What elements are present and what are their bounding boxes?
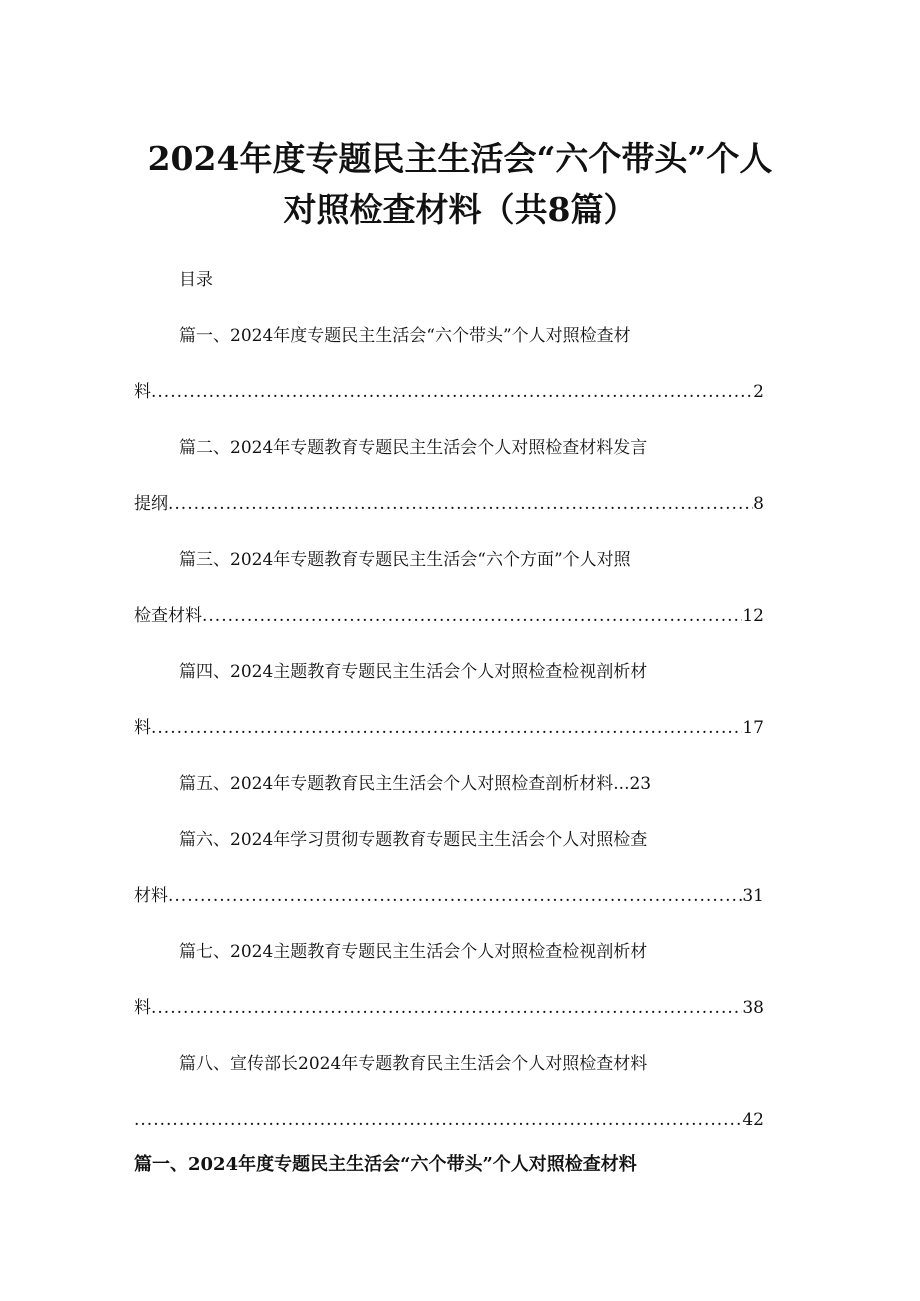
toc-entry-2-page: 8 [753,494,764,514]
toc-dot-leader [168,490,753,518]
toc-entry-4-page: 17 [742,718,764,738]
toc-entry-3-title[interactable]: 篇三、2024年专题教育专题民主生活会“六个方面”个人对照 [179,550,631,570]
toc-entry-4-continuation[interactable] [134,714,764,742]
document-title-line-1: 2024年度专题民主生活会“六个带头”个人 [147,139,773,178]
toc-entry-1-title[interactable]: 篇一、2024年度专题民主生活会“六个带头”个人对照检查材 [179,326,631,346]
toc-dot-leader [168,882,742,910]
toc-entry-4-text: 料 [134,718,151,738]
toc-entry-6-text: 材料 [134,886,168,906]
toc-dot-leader [202,602,742,630]
section-1-heading: 篇一、2024年度专题民主生活会“六个带头”个人对照检查材料 [134,1154,637,1175]
toc-entry-1-page: 2 [753,382,764,402]
toc-dot-leader [151,714,742,742]
toc-dot-leader [151,994,742,1022]
toc-dot-leader [151,378,753,406]
document-title-line-2: 对照检查材料（共8篇） [283,190,637,229]
toc-entry-3-page: 12 [742,606,764,626]
toc-entry-3-continuation[interactable] [134,602,764,630]
toc-entry-8-continuation[interactable] [134,1106,764,1134]
toc-entry-5-title[interactable]: 篇五、2024年专题教育民主生活会个人对照检查剖析材料...23 [179,774,652,794]
toc-entry-7-title[interactable]: 篇七、2024主题教育专题民主生活会个人对照检查检视剖析材 [179,942,648,962]
toc-entry-6-continuation[interactable] [134,882,764,910]
toc-entry-3-text: 检查材料 [134,606,202,626]
toc-heading: 目录 [179,270,213,290]
toc-entry-2-text: 提纲 [134,494,168,514]
toc-entry-7-continuation[interactable] [134,994,764,1022]
toc-entry-1-continuation[interactable] [134,378,764,406]
toc-entry-2-title[interactable]: 篇二、2024年专题教育专题民主生活会个人对照检查材料发言 [179,438,648,458]
toc-entry-8-page: 42 [742,1110,764,1130]
toc-entry-7-text: 料 [134,998,151,1018]
toc-entry-8-title[interactable]: 篇八、宣传部长2024年专题教育民主生活会个人对照检查材料 [179,1054,648,1074]
toc-entry-6-title[interactable]: 篇六、2024年学习贯彻专题教育专题民主生活会个人对照检查 [179,830,648,850]
toc-entry-2-continuation[interactable] [134,490,764,518]
toc-entry-6-page: 31 [742,886,764,906]
toc-entry-4-title[interactable]: 篇四、2024主题教育专题民主生活会个人对照检查检视剖析材 [179,662,648,682]
toc-entry-1-text: 料 [134,382,151,402]
toc-dot-leader [134,1106,742,1134]
toc-entry-7-page: 38 [742,998,764,1018]
